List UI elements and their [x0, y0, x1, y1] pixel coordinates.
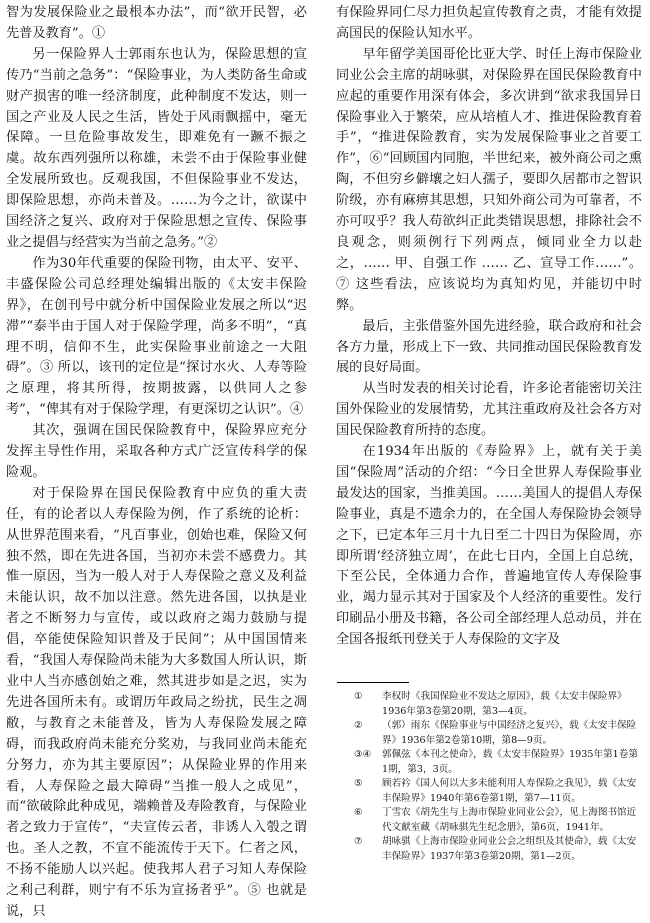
paragraph: 有保险界同仁尽力担负起宣传教育之责，才能有效提高国民的保险认知水平。	[336, 5, 642, 41]
footnote-text: （郭）雨东《保险事业与中国经济之复兴》，载《太安丰保险界》1936年第2卷第10期，第8—9页。	[382, 720, 637, 746]
footnote-mark: ⑤	[354, 778, 363, 789]
footnote-item	[354, 748, 644, 777]
footnote-item	[354, 835, 644, 864]
footnote-item	[354, 777, 644, 806]
paragraph: 在1934年出版的《寿险界》上，就有关于美国“保险周”活动的介绍：“今日全世界人寿保险事业最发达的国家，当推美国。……美国人的提倡人寿保险事业，真是不遗余力的，在全国人寿保险协会领导之下，已定本年三月十九日至二十四日为保险周，亦即所谓‘经济独立周’，在此七日内，全国上自总统，下至公民，全体通力合作，普遍地宣传人寿保险事业，竭力显示其对于国家及个人经济的重要性。发行印刷品小册及书籍，各公司全部经理人总动员，并在全国各报纸刊登关于人寿保险的文字及	[336, 444, 642, 648]
footnotes	[354, 690, 644, 864]
paragraph: 从当时发表的相关讨论看，许多论者能密切关注国外保险业的发展情势，尤其注重政府及社会各方对国民保险教育所持的态度。	[336, 381, 642, 439]
left-column	[6, 3, 307, 923]
right-column	[336, 3, 642, 651]
footnote-mark: ⑥	[354, 807, 363, 818]
footnote-text: 李权时《我国保险业不发达之原因》，载《太安丰保险界》1936年第3卷第20期，第3—4页。	[382, 691, 627, 717]
paragraph: 其次，强调在国民保险教育中，保险界应充分发挥主导性作用，采取各种方式广泛宣传科学的保险观。	[6, 423, 307, 480]
paragraph: 早年留学美国哥伦比亚大学、时任上海市保险业同业公会主席的胡咏骐，对保险界在国民保险教育中应起的重要作用深有体会，多次讲到“欲求我国异日保险事业入于繁荣，应从培植人才、推进保险教育着手”，“推进保险教育，实为发展保险事业之首要工作”，⑥“回顾国内同胞，半世纪来，被外商公司之熏陶，不但穷乡僻壤之妇人孺子，要即久居都市之智识阶级，亦有麻痹其思想，只知外商公司为可靠者，不亦可叹乎？我人苟欲纠正此类错误思想，排除社会不良观念，则须例行下列两点，倾同业全力以赴之，…… 甲、自强工作 …… 乙、宣导工作……”。⑦ 这些看法，应该说均为真知灼见，并能切中时弊。	[336, 46, 642, 313]
footnote-text: 胡咏骐《上海市保险业同业公会之组织及其使命》，载《太安丰保险界》1937年第3卷第20期，第1—2页。	[382, 836, 637, 862]
footnote-mark: ①	[354, 691, 363, 702]
footnote-mark: ②	[354, 720, 363, 731]
footnote-item	[354, 806, 644, 835]
footnote-item	[354, 690, 644, 719]
paragraph: 最后，主张借鉴外国先进经验，联合政府和社会各方力量，形成上下一致、共同推动国民保险教育发展的良好局面。	[336, 318, 642, 376]
footnote-text: 顾若衿《国人何以大多未能利用人寿保险之我见》，载《太安丰保险界》1940年第6卷第1期，第7—11页。	[382, 778, 637, 804]
paragraph: 智为发展保险业之最根本办法”，而“欲开民智，必先普及教育”。①	[6, 5, 307, 41]
paragraph: 对于保险界在国民保险教育中应负的重大责任，有的论者以人寿保险为例，作了系统的论析：从世界范围来看，“凡百事业，创始也难，保险又何独不然，即在先进各国，当初亦未尝不感费力。其惟一原因，当为一般人对于人寿保险之意义及利益未能认识，故不加以注意。然先进各国，以执是业者之不断努力与宣传，或以政府之竭力鼓励与提倡，卒能使保险知识普及于民间”；从中国国情来看，“我国人寿保险尚未能为大多数国人所认识，斯业中人当亦感创始之难，然其进步如是之迟，实为先进各国所未有。或谓历年政局之纷扰，民生之凋敝，与教育之未能普及，皆为人寿保险发展之障碍，而我政府尚未能充分奖劝，与我同业尚未能充分努力，亦为其主要原因”；从保险业界的作用来看，人寿保险之最大障碍“当推一般人之成见”，而“欲破除此种成见，端赖普及寿险教育，与保险业者之致力于宣传”，“夫宣传云者，非诱人入彀之谓也。圣人之教，不宣不能流传于天下。仁者之风，不扬不能励人以兴起。使我邦人君子习知人寿保险之利己利群，则宁有不乐为宣扬者乎”。⑤ 也就是说，只	[6, 485, 307, 919]
paragraph: 作为30年代重要的保险刊物，由太平、安平、丰盛保险公司总经理处编辑出版的《太安丰保险界》，在创刊号中就分析中国保险业发展之所以“迟滞”“泰半由于国人对于保险学理，尚多不明”，“真理不明，信仰不生，此实保险事业前途之一大阻碍”。③ 所以，该刊的定位是“探讨水火、人寿等险之原理，将其所得，按期披露，以供同人之参考”，“俾其有对于保险学理，有更深切之认识”。④	[6, 255, 307, 418]
paragraph: 另一保险界人士郭雨东也认为，保险思想的宣传乃“当前之急务”：“保险事业，为人类防备生命或财产损害的唯一经济制度，此种制度不发达，则一国之产业及人民之生活，皆处于风雨飘摇中，毫无保障。一旦危险事故发生，即难免有一蹶不振之虞。故东西列强所以称雄，未尝不由于保险事业健全发展所致也。反观我国，不但保险事业不发达，即保险思想，亦尚未普及。……为今之计，欲谋中国经济之复兴、政府对于保险思想之宣传、保险事业之提倡与经营实为当前之急务。”②	[6, 46, 307, 250]
footnote-mark: ③④	[354, 749, 372, 760]
footnote-text: 郭佩弦《本刊之使命》，载《太安丰保险界》1935年第1卷第1期，第3，3页。	[382, 749, 638, 775]
footnote-text: 丁雪农《胡先生与上海市保险业同业公会》，见上海图书馆近代文献室藏《胡咏骐先生纪念册》，第6页，1941年。	[382, 807, 637, 833]
footnote-divider	[337, 682, 409, 683]
footnote-item	[354, 719, 644, 748]
footnote-mark: ⑦	[354, 836, 363, 847]
